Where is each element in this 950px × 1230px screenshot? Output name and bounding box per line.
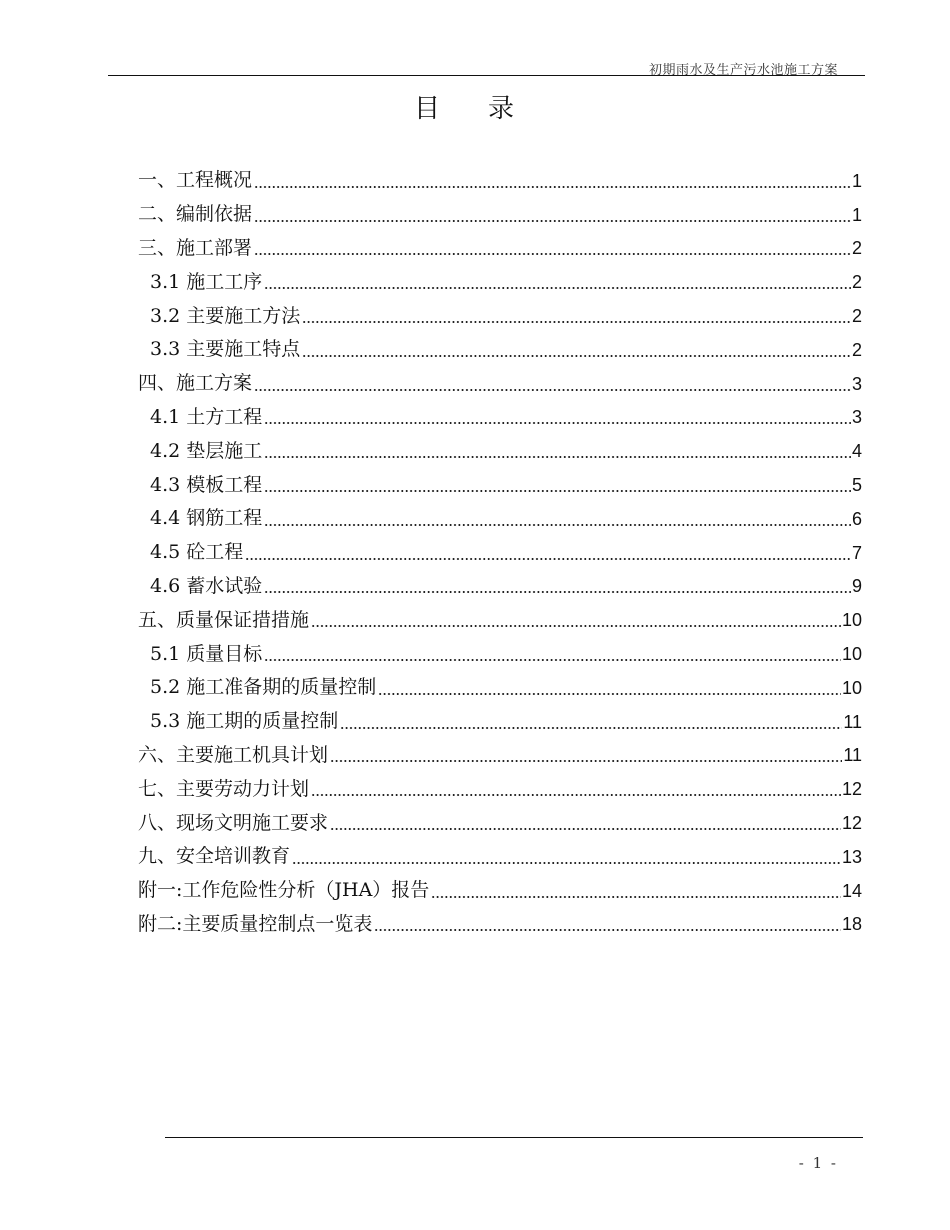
toc-entry[interactable] [138, 164, 862, 198]
toc-entry-page: 3 [851, 373, 862, 394]
page-number: - 1 - [798, 1154, 838, 1172]
toc-dot-leader [431, 895, 841, 899]
toc-entry-label: 三、施工部署 [138, 236, 253, 259]
toc-entry-page: 11 [843, 745, 862, 766]
toc-entry-label: 八、现场文明施工要求 [138, 811, 329, 834]
toc-entry-label: 4.3 模板工程 [150, 473, 263, 496]
toc-entry[interactable] [138, 299, 862, 333]
toc-dot-leader [245, 557, 851, 561]
toc-dot-leader [264, 286, 851, 290]
toc-entry-page: 2 [851, 339, 862, 360]
toc-dot-leader [254, 219, 851, 223]
toc-entry-label: 5.1 质量目标 [150, 642, 263, 665]
toc-entry-page: 12 [841, 779, 862, 800]
toc-dot-leader [264, 489, 851, 493]
toc-entry-page: 5 [851, 475, 862, 496]
table-of-contents [138, 164, 862, 941]
toc-entry[interactable] [138, 603, 862, 637]
page-title: 目录 [413, 94, 562, 124]
toc-entry-page: 9 [851, 576, 862, 597]
toc-entry[interactable] [138, 806, 862, 840]
toc-entry-page: 10 [841, 677, 862, 698]
toc-dot-leader [302, 354, 851, 358]
toc-dot-leader [264, 523, 851, 527]
toc-entry-page: 2 [851, 272, 862, 293]
toc-dot-leader [302, 320, 851, 324]
toc-entry-label: 九、安全培训教育 [138, 845, 291, 868]
toc-entry-label: 附二:主要质量控制点一览表 [138, 912, 373, 935]
toc-entry[interactable] [138, 671, 862, 705]
toc-dot-leader [264, 455, 851, 459]
toc-entry-label: 3.1 施工工序 [150, 270, 263, 293]
toc-dot-leader [374, 928, 841, 932]
toc-entry[interactable] [138, 840, 862, 874]
toc-entry[interactable] [138, 232, 862, 266]
toc-entry-label: 4.5 砼工程 [150, 541, 244, 564]
toc-entry-page: 10 [841, 610, 862, 631]
toc-dot-leader [378, 692, 841, 696]
toc-dot-leader [330, 759, 842, 763]
toc-entry-label: 一、工程概况 [138, 169, 253, 192]
toc-dot-leader [264, 658, 841, 662]
toc-entry-page: 2 [851, 238, 862, 259]
toc-entry-label: 5.3 施工期的质量控制 [150, 710, 339, 733]
toc-entry-label: 3.3 主要施工特点 [150, 338, 301, 361]
toc-entry-label: 5.2 施工准备期的质量控制 [150, 676, 377, 699]
toc-entry[interactable] [138, 265, 862, 299]
toc-entry-page: 3 [851, 407, 862, 428]
toc-entry-label: 六、主要施工机具计划 [138, 743, 329, 766]
toc-entry-page: 14 [841, 880, 862, 901]
toc-entry-page: 7 [851, 542, 862, 563]
toc-dot-leader [254, 388, 851, 392]
toc-entry[interactable] [138, 772, 862, 806]
toc-entry-page: 13 [841, 846, 862, 867]
toc-dot-leader [340, 726, 842, 730]
toc-entry[interactable] [138, 570, 862, 604]
toc-entry-page: 6 [851, 508, 862, 529]
toc-entry-label: 3.2 主要施工方法 [150, 304, 301, 327]
toc-entry[interactable] [138, 333, 862, 367]
toc-entry-label: 七、主要劳动力计划 [138, 777, 310, 800]
toc-entry-label: 附一:工作危险性分析（JHA）报告 [138, 879, 430, 902]
toc-entry[interactable] [138, 401, 862, 435]
toc-entry-label: 4.4 钢筋工程 [150, 507, 263, 530]
toc-entry-label: 4.1 土方工程 [150, 405, 263, 428]
toc-dot-leader [254, 185, 851, 189]
toc-dot-leader [264, 421, 851, 425]
toc-dot-leader [292, 861, 841, 865]
header-rule [108, 75, 865, 76]
toc-dot-leader [264, 590, 851, 594]
toc-entry[interactable] [138, 468, 862, 502]
toc-entry-label: 4.6 蓄水试验 [150, 574, 263, 597]
footer-rule [165, 1137, 863, 1138]
toc-entry[interactable] [138, 434, 862, 468]
toc-entry-page: 1 [851, 170, 862, 191]
toc-entry[interactable] [138, 705, 862, 739]
toc-entry-label: 五、质量保证措措施 [138, 608, 310, 631]
toc-entry-page: 1 [851, 204, 862, 225]
toc-entry-label: 二、编制依据 [138, 203, 253, 226]
running-header: 初期雨水及生产污水池施工方案 [648, 63, 838, 78]
toc-entry[interactable] [138, 739, 862, 773]
toc-entry[interactable] [138, 874, 862, 908]
toc-entry[interactable] [138, 502, 862, 536]
toc-dot-leader [330, 827, 841, 831]
toc-entry[interactable] [138, 536, 862, 570]
toc-dot-leader [311, 624, 841, 628]
toc-entry[interactable] [138, 637, 862, 671]
toc-dot-leader [254, 252, 851, 256]
toc-entry-page: 4 [851, 441, 862, 462]
toc-entry-page: 12 [841, 813, 862, 834]
toc-entry[interactable] [138, 367, 862, 401]
toc-entry-label: 4.2 垫层施工 [150, 439, 263, 462]
toc-dot-leader [311, 793, 841, 797]
toc-entry-page: 18 [841, 914, 862, 935]
toc-entry-label: 四、施工方案 [138, 372, 253, 395]
toc-entry[interactable] [138, 908, 862, 942]
toc-entry-page: 2 [851, 306, 862, 327]
toc-entry[interactable] [138, 198, 862, 232]
toc-entry-page: 10 [841, 644, 862, 665]
toc-entry-page: 11 [843, 711, 862, 732]
